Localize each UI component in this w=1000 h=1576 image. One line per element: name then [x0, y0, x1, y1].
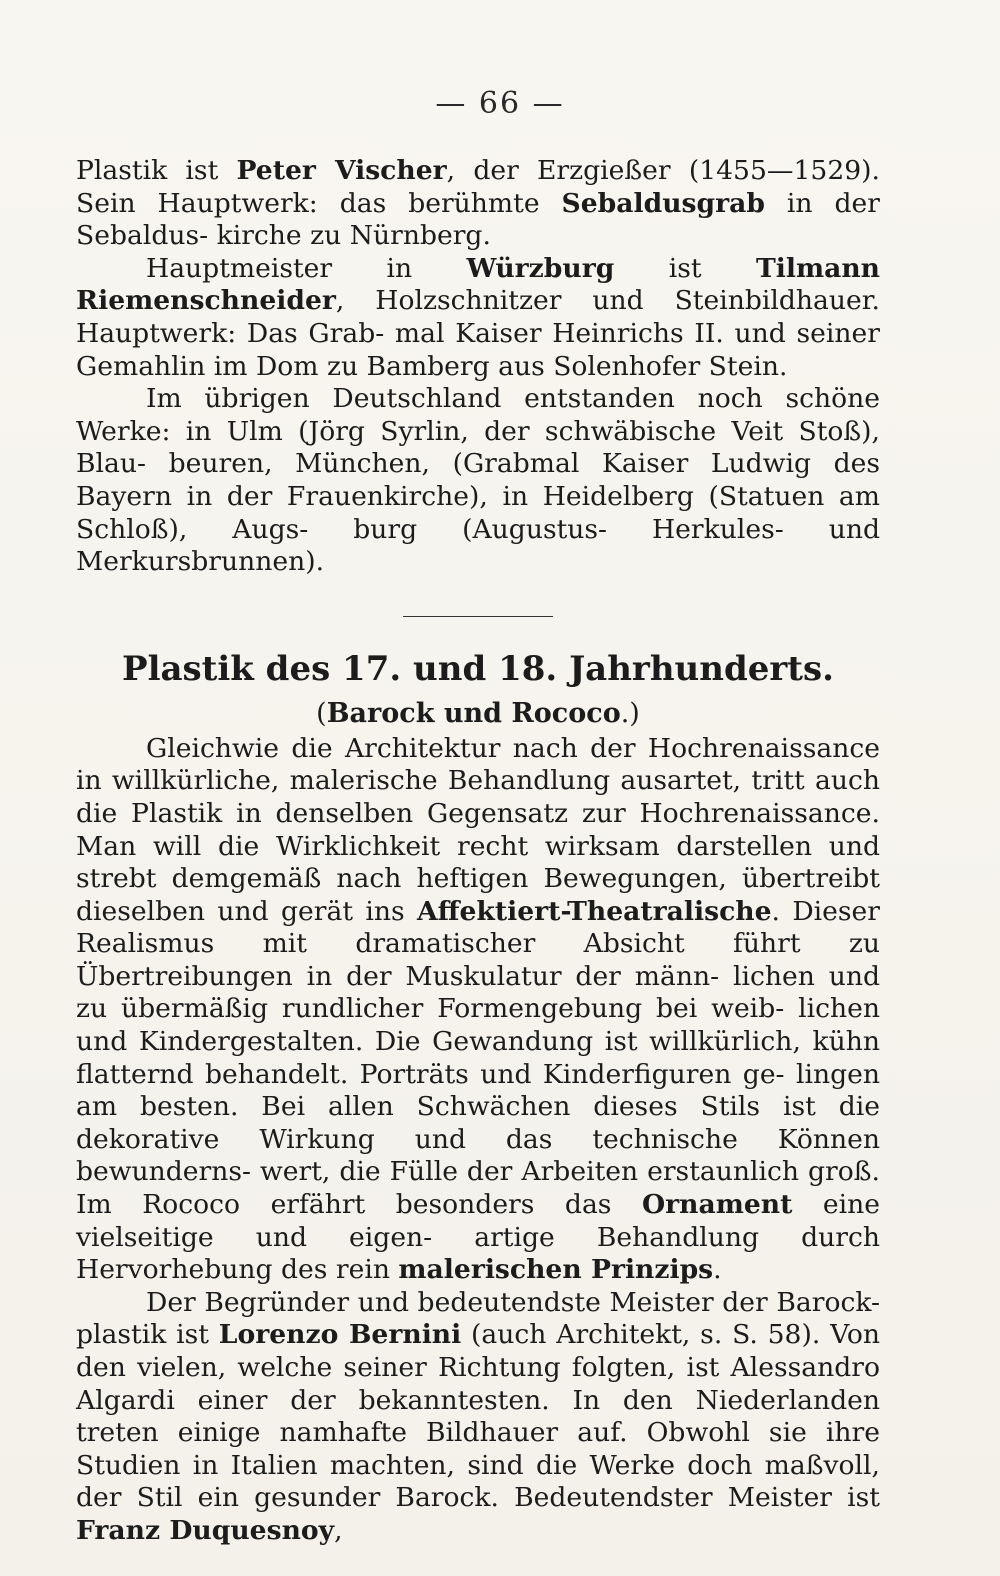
paragraph-riemenschneider	[76, 253, 880, 383]
subtitle-emphasis: Barock und Rococo	[326, 697, 621, 729]
subtitle-open: (	[316, 697, 327, 729]
section-divider	[403, 616, 553, 617]
text-run: , der Erzgießer (1455—1529). Sein Hauptwerk: das berühmte	[76, 155, 880, 219]
section-subtitle	[76, 697, 880, 731]
emphasis-place: Würzburg	[466, 252, 615, 284]
emphasis-name: Lorenzo Bernini	[218, 1319, 462, 1351]
emphasis-term: malerischen Prinzips	[398, 1254, 714, 1286]
emphasis-term: Sebaldusgrab	[561, 187, 765, 219]
text-run: , Holzschnitzer und Steinbildhauer. Hauptwerk: Das Grab- mal Kaiser Heinrichs II. und seiner Gemahlin im Dom zu Bamberg aus Solenhofer Stein.	[76, 285, 880, 382]
text-run: Gleichwie die Architektur nach der Hochrenaissance in willkürliche, malerische Behandlung ausartet, tritt auch die Plastik in denselben Gegensatz zur Hochrenaissance. Man will die Wirklichkeit recht wirksam darstellen und strebt demgemäß nach heftigen Bewegungen, übertreibt dieselben und gerät ins	[76, 732, 880, 927]
text-run: eine vielseitige und eigen- artige Behandlung durch Hervorhebung des rein	[76, 1189, 880, 1286]
subtitle-close: .)	[620, 697, 640, 729]
paragraph-vischer	[76, 155, 880, 253]
emphasis-name: Tilmann Riemenschneider	[76, 252, 880, 317]
paragraph-barock-intro	[76, 733, 880, 1287]
paragraph-bernini	[76, 1287, 880, 1548]
text-run: ist	[614, 252, 756, 284]
emphasis-name: Franz Duquesnoy	[76, 1514, 335, 1546]
page-number: — 66 —	[435, 86, 565, 121]
emphasis-name: Peter Vischer	[236, 155, 447, 186]
text-run: Plastik ist	[76, 155, 237, 186]
text-run: Der Begründer und bedeutendste Meister der Barock- plastik ist	[76, 1286, 880, 1351]
text-run: in der Sebaldus- kirche zu Nürnberg.	[76, 187, 880, 252]
paragraph-deutschland: Im übrigen Deutschland entstanden noch schöne Werke: in Ulm (Jörg Syrlin, der schwäbische Veit Stoß), Blau- beuren, München, (Grabmal Kaiser Ludwig des Bayern in der Frauenkirche), in Heidelberg (Statuen am Schloß), Augs- burg (Augustus- Herkules- und Merkursbrunnen).	[76, 383, 880, 578]
text-run: Hauptmeister in	[146, 252, 467, 284]
page-body	[76, 155, 880, 1548]
text-run: .	[713, 1254, 722, 1286]
emphasis-term: Ornament	[641, 1189, 793, 1221]
text-run: ,	[334, 1514, 343, 1546]
text-run: . Dieser Realismus mit dramatischer Absicht führt zu Übertreibungen in der Muskulatur der männ- lichen und zu übermäßig rundlicher Formengebung bei weib- lichen und Kindergestalten. Die Gewandung ist willkürlich, kühn flatternd behandelt. Porträts und Kinderfiguren ge- lingen am besten. Bei allen Schwächen dieses Stils ist die dekorative Wirkung und das technische Können bewunderns- wert, die Fülle der Arbeiten erstaunlich groß. Im Rococo erfährt besonders das	[76, 895, 881, 1221]
emphasis-term: Affektiert-Theatralische	[417, 895, 772, 927]
text-run: (auch Architekt, s. S. 58). Von den vielen, welche seiner Richtung folgten, ist Alessandro Algardi einer der bekanntesten. In den Niederlanden treten einige namhafte Bildhauer auf. Obwohl sie ihre Studien in Italien machten, sind die Werke doch maßvoll, der Stil ein gesunder Barock. Bedeutendster Meister ist	[76, 1319, 880, 1514]
section-title: Plastik des 17. und 18. Jahrhunderts.	[122, 648, 834, 689]
